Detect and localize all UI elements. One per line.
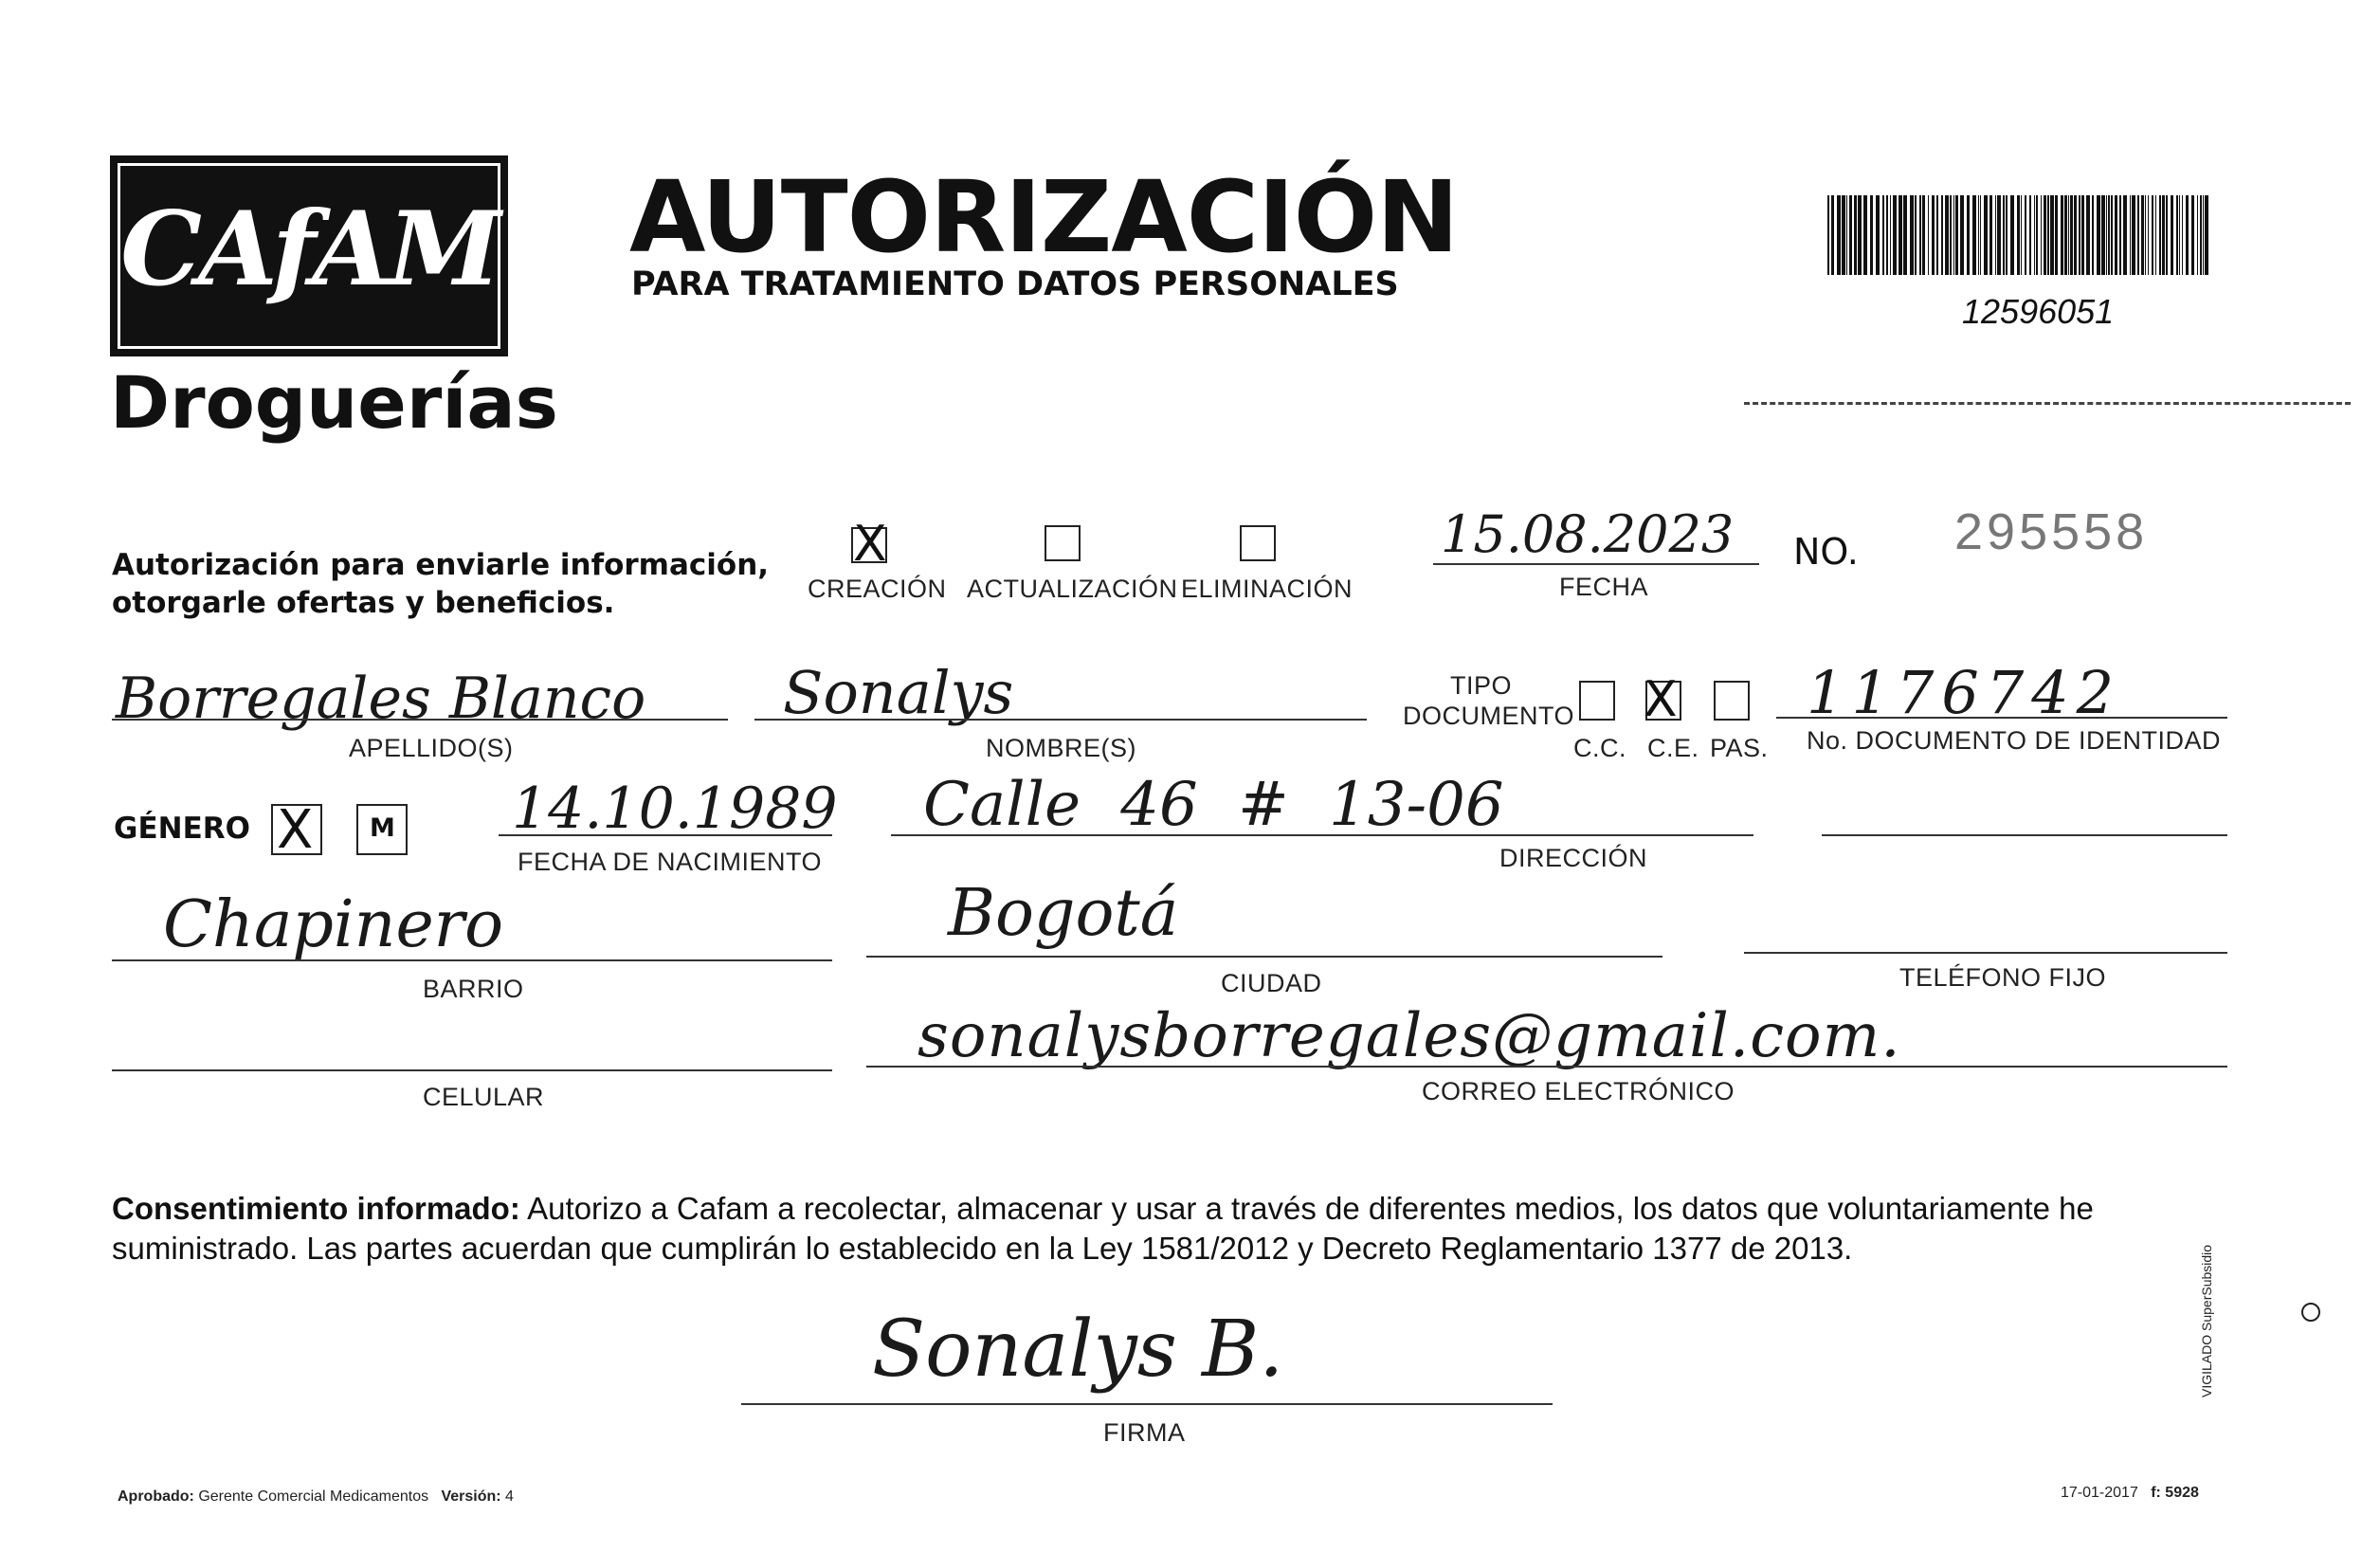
fecha-nacimiento-line <box>499 834 832 836</box>
fecha-nacimiento-label: FECHA DE NACIMIENTO <box>518 848 823 876</box>
barcode-bar <box>1849 195 1852 275</box>
barcode-bar <box>2159 195 2161 275</box>
barcode-bar <box>1932 195 1935 275</box>
direccion-value[interactable]: Calle 46 # 13-06 <box>923 770 1504 840</box>
barrio-line <box>112 959 832 961</box>
intro-text-line2: otorgarle ofertas y beneficios. <box>112 586 615 620</box>
barcode-bar <box>2070 195 2073 275</box>
version-value: 4 <box>505 1488 514 1505</box>
barcode-bar <box>2074 195 2077 275</box>
barcode-bar <box>2055 195 2058 275</box>
ciudad-value[interactable]: Bogotá <box>948 876 1179 951</box>
barcode-bar <box>2148 195 2149 275</box>
barcode-bar <box>2155 195 2156 275</box>
barcode-bar <box>1899 195 1902 275</box>
barcode-bar <box>2097 195 2100 275</box>
barcode-bar <box>2079 195 2080 275</box>
correo-label: CORREO ELECTRÓNICO <box>1422 1077 1735 1105</box>
barcode-bar <box>2171 195 2173 275</box>
barcode-bar <box>1910 195 1914 275</box>
barcode-bar <box>1928 195 1929 275</box>
intro-text-line1: Autorización para enviarle información, <box>112 548 770 582</box>
barcode-bar <box>2123 195 2127 275</box>
barcode-bar <box>1960 195 1964 275</box>
cc-label: C.C. <box>1573 734 1626 762</box>
barcode-bar <box>2047 195 2049 275</box>
ciudad-label: CIUDAD <box>1221 969 1322 997</box>
barcode-bar <box>2017 195 2020 275</box>
correo-value[interactable]: sonalysborregales@gmail.com. <box>917 1001 1901 1071</box>
barcode-bar <box>2081 195 2084 275</box>
apellidos-line <box>112 719 728 721</box>
fecha-line <box>1433 563 1759 565</box>
barcode-bar <box>2034 195 2035 275</box>
numero-documento-value[interactable]: 1176742 <box>1807 658 2122 727</box>
nombres-label: NOMBRE(S) <box>986 734 1136 762</box>
barcode-bar <box>2086 195 2090 275</box>
logo-subtitle: Droguerías <box>110 360 558 445</box>
barcode-bar <box>1842 195 1845 275</box>
consent-text-line1: Autorizo a Cafam a recolectar, almacenar y usar a través de diferentes medios, los datos que voluntariamente he <box>519 1191 2094 1226</box>
barcode-bar <box>2182 195 2183 275</box>
footer-code: f: 5928 <box>2151 1485 2199 1501</box>
supersubsidio-icon <box>2301 1303 2320 1322</box>
barcode-bar <box>1997 195 2001 275</box>
barcode-bar <box>2166 195 2168 275</box>
barcode <box>1827 195 2216 275</box>
barcode-bar <box>1837 195 1841 275</box>
cafam-logo <box>110 155 508 356</box>
tipo-documento-label-1: TIPO <box>1450 671 1513 700</box>
genero-label: GÉNERO <box>114 812 250 846</box>
barcode-bar <box>2029 195 2031 275</box>
fecha-label: FECHA <box>1559 573 1649 601</box>
consent-paragraph <box>112 1189 2226 1269</box>
barcode-bar <box>1890 195 1891 275</box>
barcode-bar <box>1903 195 1907 275</box>
barcode-bar <box>2200 195 2202 275</box>
barcode-bar <box>2064 195 2067 275</box>
barcode-bar <box>1995 195 1996 275</box>
actualizacion-label: ACTUALIZACIÓN <box>967 575 1178 603</box>
barcode-bar <box>1953 195 1954 275</box>
barcode-bar <box>2205 195 2208 275</box>
barcode-bar <box>2132 195 2135 275</box>
direccion-line <box>891 834 1753 836</box>
firma-label: FIRMA <box>1103 1418 1186 1447</box>
barcode-bar <box>2186 195 2189 275</box>
barcode-bar <box>2092 195 2094 275</box>
barcode-bar <box>2197 195 2198 275</box>
celular-line <box>112 1069 832 1071</box>
barcode-bar <box>1870 195 1873 275</box>
consent-text-line2: suministrado. Las partes acuerdan que cumplirán lo establecido en la Ley 1581/2012 y Decreto Reglamentario 1377 de 2013. <box>112 1231 1853 1266</box>
signature: Sonalys B. <box>872 1305 1284 1395</box>
barcode-bar <box>2108 195 2110 275</box>
barcode-bar <box>2130 195 2131 275</box>
barcode-bar <box>2176 195 2178 275</box>
version-label: Versión: <box>441 1488 501 1505</box>
barcode-bar <box>1827 195 1829 275</box>
page-subtitle: PARA TRATAMIENTO DATOS PERSONALES <box>631 265 1399 303</box>
aprobado-label: Aprobado: <box>118 1488 194 1505</box>
cc-checkbox[interactable] <box>1579 681 1615 721</box>
barcode-bar <box>2119 195 2121 275</box>
footer-date <box>2061 1485 2199 1502</box>
barcode-bar <box>1941 195 1943 275</box>
barcode-bar <box>1863 195 1867 275</box>
barcode-bar <box>2036 195 2038 275</box>
telefono-fijo-line <box>1744 952 2227 954</box>
barcode-bar <box>1893 195 1897 275</box>
barcode-bar <box>1854 195 1857 275</box>
correo-line <box>866 1066 2227 1068</box>
creacion-label: CREACIÓN <box>808 575 947 603</box>
eliminacion-label: ELIMINACIÓN <box>1181 575 1354 603</box>
barcode-bar <box>1984 195 1988 275</box>
barcode-bar <box>2137 195 2139 275</box>
pas-label: PAS. <box>1710 734 1769 762</box>
genero-m-label: M <box>370 813 395 843</box>
barcode-bar <box>1831 195 1834 275</box>
barcode-bar <box>2106 195 2107 275</box>
barcode-bar <box>1882 195 1884 275</box>
nombres-value[interactable]: Sonalys <box>783 658 1014 727</box>
aprobado-value: Gerente Comercial Medicamentos <box>198 1488 429 1505</box>
barcode-bar <box>1989 195 1992 275</box>
barcode-bar <box>1945 195 1949 275</box>
ce-label: C.E. <box>1647 734 1699 762</box>
barcode-bar <box>2115 195 2117 275</box>
numero-documento-label: No. DOCUMENTO DE IDENTIDAD <box>1807 726 2222 755</box>
barcode-number: 12596051 <box>1962 292 2115 331</box>
barcode-bar <box>2191 195 2194 275</box>
page-title: AUTORIZACIÓN <box>629 159 1459 275</box>
barcode-bar <box>1978 195 1979 275</box>
barcode-bar <box>2003 195 2005 275</box>
barcode-bar <box>2141 195 2144 275</box>
apellidos-label: APELLIDO(S) <box>349 734 514 762</box>
barcode-bar <box>2068 195 2069 275</box>
barcode-bar <box>2006 195 2008 275</box>
barcode-bar <box>1886 195 1888 275</box>
creacion-check-mark: X <box>853 516 887 573</box>
telefono-fijo-label: TELÉFONO FIJO <box>1899 963 2107 992</box>
separator-line <box>1744 402 2351 405</box>
barcode-bar <box>1972 195 1976 275</box>
barcode-bar <box>2050 195 2054 275</box>
barcode-bar <box>1858 195 1862 275</box>
fecha-value[interactable]: 15.08.2023 <box>1441 504 1735 564</box>
eliminacion-checkbox[interactable] <box>1240 525 1276 561</box>
barcode-bar <box>1846 195 1847 275</box>
barcode-bar <box>2203 195 2204 275</box>
footer-approval <box>118 1488 514 1506</box>
barcode-bar <box>1919 195 1921 275</box>
barrio-value[interactable]: Chapinero <box>163 887 504 962</box>
consent-heading: Consentimiento informado: <box>112 1191 520 1226</box>
barcode-bar <box>1936 195 1938 275</box>
barcode-bar <box>2025 195 2026 275</box>
footer-date-value: 17-01-2017 <box>2061 1485 2138 1501</box>
nombres-line <box>754 719 1367 721</box>
firma-line <box>741 1403 1553 1405</box>
barcode-bar <box>1955 195 1958 275</box>
genero-f-check-mark: X <box>277 799 314 861</box>
ce-check-mark: X <box>1644 671 1678 728</box>
barcode-bar <box>2101 195 2105 275</box>
barcode-bar <box>2021 195 2022 275</box>
apellidos-value[interactable]: Borregales Blanco <box>116 666 646 732</box>
barcode-bar <box>2162 195 2165 275</box>
barcode-bar <box>1967 195 1970 275</box>
barcode-bar <box>2152 195 2153 275</box>
barrio-label: BARRIO <box>423 975 524 1003</box>
barcode-bar <box>2111 195 2113 275</box>
tipo-documento-label-2: DOCUMENTO <box>1403 702 1575 730</box>
numero-documento-line <box>1776 717 2227 719</box>
numero-value: 295558 <box>1954 503 2149 560</box>
barcode-bar <box>1980 195 1981 275</box>
numero-label: NO. <box>1793 531 1859 573</box>
supersubsidio-vertical-text: VIGILADO SuperSubsidio <box>2199 1244 2214 1397</box>
fecha-nacimiento-value[interactable]: 14.10.1989 <box>512 776 838 842</box>
barcode-bar <box>2145 195 2146 275</box>
pas-checkbox[interactable] <box>1714 681 1750 721</box>
ciudad-line <box>866 956 1662 958</box>
barcode-bar <box>2061 195 2063 275</box>
direccion-extra-line <box>1822 834 2227 836</box>
barcode-bar <box>2044 195 2046 275</box>
barcode-bar <box>1950 195 1952 275</box>
logo-brand-text: CAfAM <box>120 190 498 309</box>
celular-label: CELULAR <box>423 1083 545 1111</box>
barcode-bar <box>1915 195 1917 275</box>
barcode-bar <box>2010 195 2014 275</box>
barcode-bar <box>1922 195 1925 275</box>
barcode-bar <box>2179 195 2180 275</box>
actualizacion-checkbox[interactable] <box>1045 525 1081 561</box>
barcode-bar <box>2041 195 2042 275</box>
direccion-label: DIRECCIÓN <box>1499 844 1648 872</box>
barcode-bar <box>1876 195 1880 275</box>
